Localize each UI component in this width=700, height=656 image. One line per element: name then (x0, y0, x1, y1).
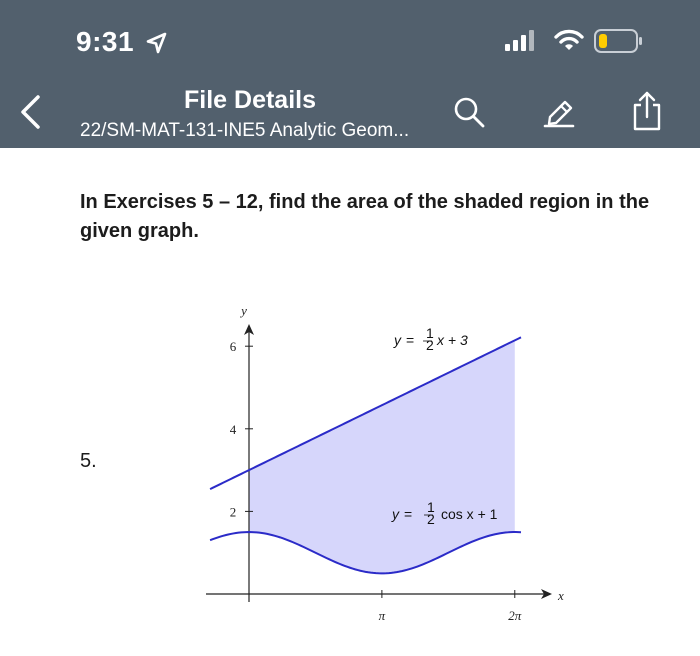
eq-equals: = (404, 506, 413, 522)
eq-y: y (394, 332, 401, 348)
exercise-instructions: In Exercises 5 – 12, find the area of the shaded region in the given graph. (80, 191, 650, 242)
y-tick-label: 6 (229, 339, 237, 355)
eq-denominator: 2 (426, 337, 434, 353)
page-subtitle: 22/SM-MAT-131-INE5 Analytic Geom... (80, 120, 410, 141)
page-title: File Details (184, 86, 316, 114)
x-tick-label: π (378, 608, 386, 623)
battery-level (599, 34, 607, 48)
annotate-pen-icon[interactable] (541, 92, 577, 128)
search-icon[interactable] (452, 95, 486, 129)
series-label-linear (393, 325, 468, 353)
area-graph (0, 148, 700, 656)
battery-icon (594, 29, 644, 53)
share-icon[interactable] (630, 90, 664, 132)
document-page (0, 148, 700, 656)
eq-rest: x + 3 (437, 332, 468, 348)
eq-rest: cos x + 1 (441, 506, 498, 522)
eq-equals: = (406, 332, 415, 348)
app-header (0, 0, 700, 148)
cellular-signal-icon (505, 30, 539, 52)
shaded-region (249, 340, 515, 573)
x-tick-label: 2π (508, 608, 522, 623)
wifi-icon (554, 28, 584, 52)
eq-denominator: 2 (427, 511, 435, 527)
location-arrow-icon (146, 32, 168, 54)
y-tick-label: 4 (229, 421, 237, 437)
eq-y: y (392, 506, 399, 522)
status-time: 9:31 (76, 26, 135, 57)
exercise-number: 5. (80, 450, 97, 472)
eq-numerator: 1 (427, 499, 435, 515)
x-axis-label: x (558, 588, 564, 603)
y-axis-label: y (241, 303, 247, 318)
y-tick-label: 2 (229, 504, 237, 520)
eq-numerator: 1 (426, 325, 434, 341)
